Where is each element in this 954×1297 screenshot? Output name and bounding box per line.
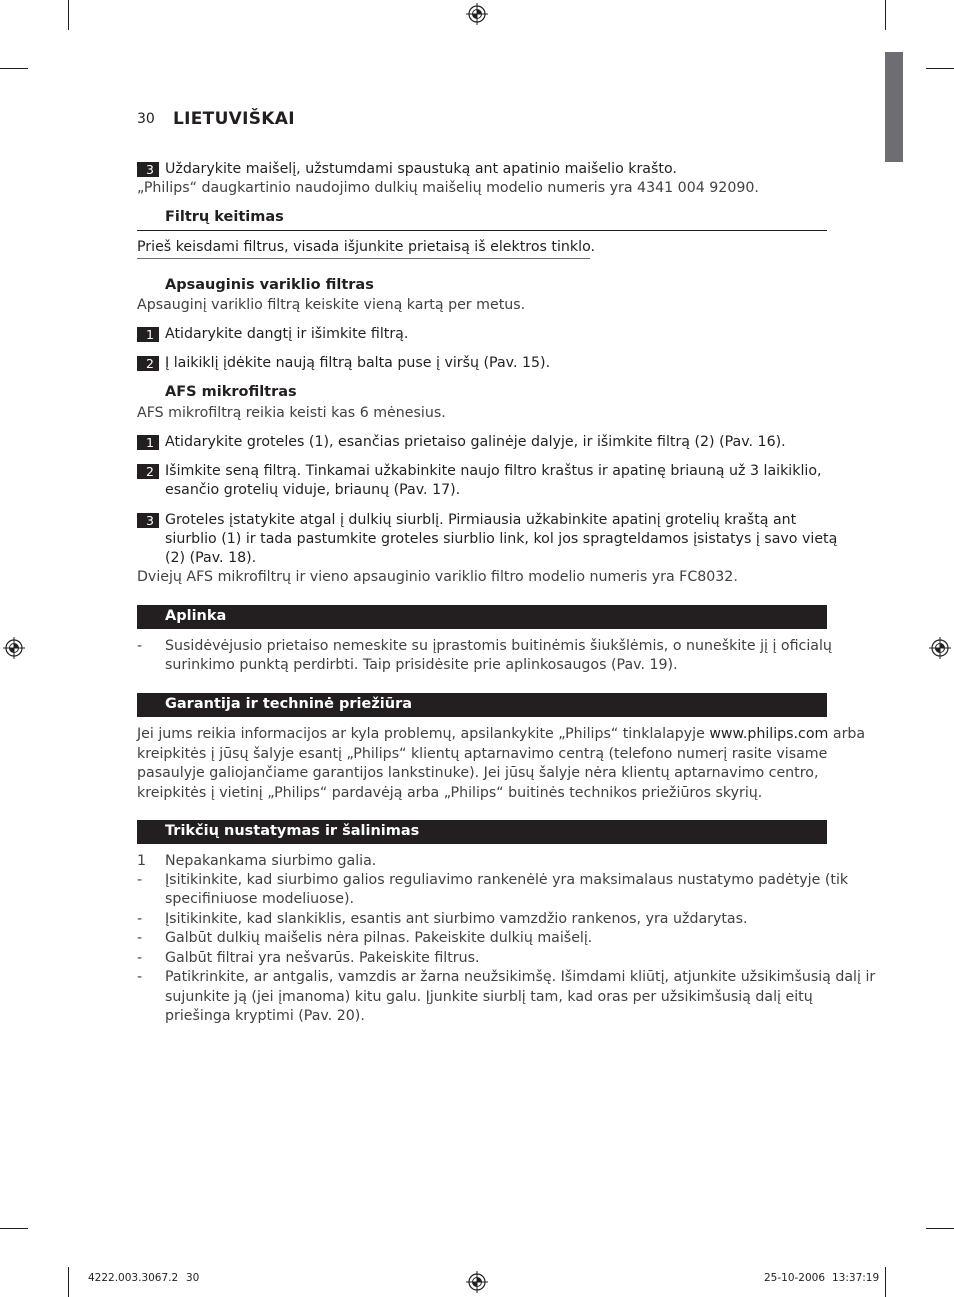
footer-date: 25-10-2006: [764, 1272, 826, 1284]
registration-mark-icon: [466, 3, 488, 25]
step-number: 1: [137, 327, 159, 342]
list-item-text: Įsitikinkite, kad slankiklis, esantis ant siurbimo vamzdžio rankenos, yra uždarytas.: [165, 911, 748, 927]
registration-mark-icon: [929, 637, 951, 659]
paragraph-line: kreipkitės į vietinį „Philips“ pardavėją arba „Philips“ buitinės technikos priežiūros skyrių.: [137, 785, 763, 801]
problem-text: Nepakankama siurbimo galia.: [165, 853, 377, 869]
footer-page: 30: [186, 1272, 200, 1284]
section-bar: [137, 693, 827, 717]
list-item-text: Galbūt filtrai yra nešvarūs. Pakeiskite filtrus.: [165, 950, 480, 966]
list-item-text: sujunkite ją (jei įmanoma) kitu galu. Įjunkite siurblį tam, kad oras per užsikimšusią dalį eitų: [165, 989, 813, 1005]
bullet-dash: -: [137, 872, 143, 888]
crop-mark: [68, 0, 69, 30]
step-text: Atidarykite groteles (1), esančias prietaiso galinėje dalyje, ir išimkite filtrą (2) (Pav. 16).: [165, 434, 786, 450]
crop-mark: [885, 1267, 886, 1297]
step-text: Groteles įstatykite atgal į dulkių siurblį. Pirmiausia užkabinkite apatinį grotelių kraštą ant: [165, 512, 797, 528]
footer-time: 13:37:19: [832, 1272, 880, 1284]
step-number: 3: [137, 513, 159, 528]
step-number: 3: [137, 162, 159, 177]
list-item-text: surinkimo punktą perdirbti. Taip prisidėsite prie aplinkosaugos (Pav. 19).: [165, 657, 678, 673]
bullet-dash: -: [137, 638, 143, 654]
list-item-text: priešinga kryptimi (Pav. 20).: [165, 1008, 365, 1024]
crop-mark: [926, 1228, 954, 1229]
step-number: 2: [137, 464, 159, 479]
paragraph-text: Jei jums reikia informacijos ar kyla problemų, apsilankykite „Philips“ tinklalapyje: [137, 726, 710, 742]
problem-number: 1: [137, 853, 147, 869]
registration-mark-icon: [466, 1271, 488, 1293]
section-heading: Aplinka: [165, 608, 227, 624]
page-title: LIETUVIŠKAI: [173, 109, 295, 129]
step-text: Atidarykite dangtį ir išimkite filtrą.: [165, 326, 409, 342]
crop-mark: [0, 1228, 28, 1229]
subsection-heading: Apsauginis variklio filtras: [165, 277, 374, 293]
registration-mark-icon: [3, 637, 25, 659]
bullet-dash: -: [137, 950, 143, 966]
list-item-text: Galbūt dulkių maišelis nėra pilnas. Pakeiskite dulkių maišelį.: [165, 930, 593, 946]
model-note: Dviejų AFS mikrofiltrų ir vieno apsauginio variklio filtro modelio numeris yra FC8032.: [137, 569, 738, 585]
paragraph-line: pasaulyje galiojančiame garantijos lankstinuke). Jei jūsų šalyje nėra klientų aptarnavimo centro,: [137, 765, 819, 781]
crop-mark: [885, 0, 886, 30]
step-text: Į laikiklį įdėkite naują filtrą balta puse į viršų (Pav. 15).: [165, 355, 551, 371]
subsection-heading: AFS mikrofiltras: [165, 384, 297, 400]
section-heading: Trikčių nustatymas ir šalinimas: [165, 823, 420, 839]
section-heading: Garantija ir techninė priežiūra: [165, 696, 413, 712]
crop-mark: [926, 68, 954, 69]
language-tab-marker: [885, 52, 903, 162]
bullet-dash: -: [137, 930, 143, 946]
step-text: (2) (Pav. 18).: [165, 550, 257, 566]
section-bar: [137, 820, 827, 844]
list-item-text: Susidėvėjusio prietaiso nemeskite su įprastomis buitinėmis šiukšlėmis, o nuneškite jį į oficialų: [165, 638, 832, 654]
bullet-dash: -: [137, 911, 143, 927]
section-bar: [137, 605, 827, 629]
section-heading: Filtrų keitimas: [165, 209, 284, 225]
list-item-text: specifiniuose modeliuose).: [165, 891, 354, 907]
paragraph: Apsauginį variklio filtrą keiskite vieną kartą per metus.: [137, 297, 526, 313]
paragraph-line: kreipkitės į jūsų šalyje esantį „Philips“ klientų aptarnavimo centrą (telefono numerį rasite visame: [137, 746, 828, 762]
step-number: 1: [137, 435, 159, 450]
crop-mark: [0, 68, 28, 69]
step-text: siurblio (1) ir tada pastumkite groteles siurblio link, kol jos spragteldamos įsistatys į savo vietą: [165, 531, 838, 547]
warning-text: Prieš keisdami filtrus, visada išjunkite prietaisą iš elektros tinklo.: [137, 239, 596, 255]
bullet-dash: -: [137, 969, 143, 985]
step-number: 2: [137, 356, 159, 371]
warning-underline: [137, 258, 590, 259]
footer-doc-code: 4222.003.3067.2: [88, 1272, 179, 1284]
paragraph-text: arba: [828, 726, 866, 742]
step-text: Išimkite seną filtrą. Tinkamai užkabinkite naujo filtro kraštus ir apatinę briauną už 3 laikiklio,: [165, 463, 822, 479]
website-link[interactable]: www.philips.com: [709, 726, 829, 742]
list-item-text: Įsitikinkite, kad siurbimo galios reguliavimo rankenėlė yra maksimalaus nustatymo padėtyje (tik: [165, 872, 849, 888]
paragraph: AFS mikrofiltrą reikia keisti kas 6 mėnesius.: [137, 405, 446, 421]
list-item-text: Patikrinkite, ar antgalis, vamzdis ar žarna neužsikimšę. Išimdami kliūtį, atjunkite užsikimšusią dalį ir: [165, 969, 876, 985]
step-text: esančio grotelių viduje, briaunų (Pav. 17).: [165, 482, 461, 498]
step-text: Uždarykite maišelį, užstumdami spaustuką ant apatinio maišelio krašto.: [165, 161, 677, 177]
crop-mark: [68, 1267, 69, 1297]
page-number: 30: [137, 111, 155, 127]
model-note: „Philips“ daugkartinio naudojimo dulkių maišelių modelio numeris yra 4341 004 92090.: [137, 180, 759, 196]
paragraph-line: [137, 725, 865, 745]
divider: [137, 230, 827, 231]
